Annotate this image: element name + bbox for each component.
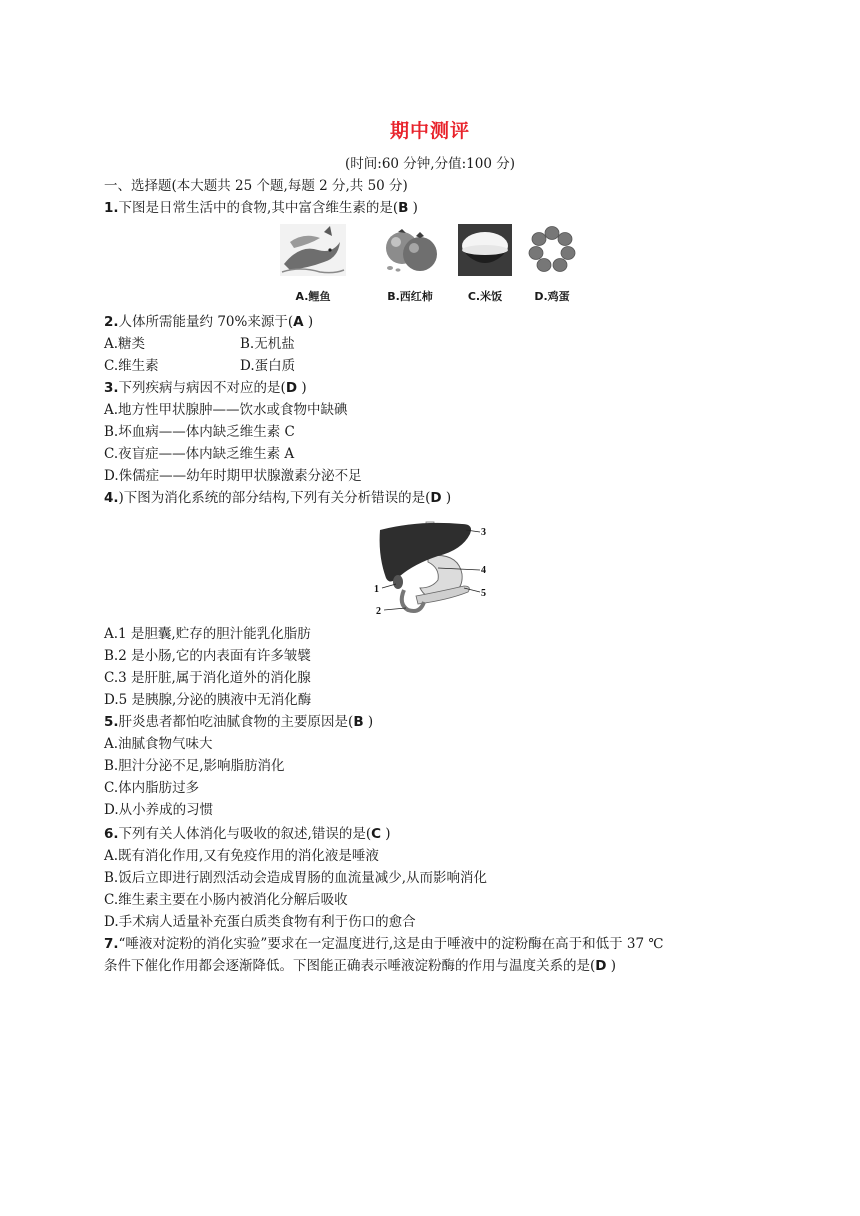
answer-letter: B [353,714,364,730]
question-7 [104,934,664,954]
option-b: B.坏血病——体内缺乏维生素 C [104,424,295,440]
question-7-continued [104,956,616,976]
rice-bowl-icon [458,224,512,276]
question-5 [104,712,373,732]
question-2 [104,312,313,332]
answer-letter: B [398,200,409,216]
option-b: B.无机盐 [240,336,295,352]
question-number: 3. [104,380,119,396]
tomato-icon [380,224,440,276]
section-heading: 一、选择题(本大题共 25 个题,每题 2 分,共 50 分) [104,178,408,194]
option-c: C.维生素 [104,358,159,374]
answer-letter: C [371,826,382,842]
question-close: ) [297,380,307,396]
diagram-label-3: 3 [481,527,486,538]
food-label: A.鲤鱼 [295,290,331,303]
exam-info: (时间:60 分钟,分值:100 分) [345,156,515,172]
food-label: D.鸡蛋 [534,290,570,303]
diagram-label-2: 2 [376,606,381,617]
question-4 [104,488,451,508]
food-option-d [524,224,580,304]
carp-fish-icon [280,224,346,276]
food-figure [280,224,580,308]
option-d: D.手术病人适量补充蛋白质类食物有利于伤口的愈合 [104,914,416,930]
option-a: A.地方性甲状腺肿——饮水或食物中缺碘 [104,402,348,418]
question-number: 5. [104,714,119,730]
answer-letter: A [293,314,304,330]
option-c: C.体内脂肪过多 [104,780,200,796]
question-number: 4. [104,490,119,506]
question-1 [104,198,418,218]
question-text-line2: 条件下催化作用都会逐渐降低。下图能正确表示唾液淀粉酶的作用与温度关系的是( [104,958,596,974]
question-close: ) [303,314,314,330]
option-b: B.2 是小肠,它的内表面有许多皱襞 [104,648,311,664]
option-c: C.夜盲症——体内缺乏维生素 A [104,446,295,462]
option-d: D.侏儒症——幼年时期甲状腺激素分泌不足 [104,468,362,484]
food-option-b [380,224,440,304]
option-b: B.饭后立即进行剧烈活动会造成胃肠的血流量减少,从而影响消化 [104,870,488,886]
diagram-label-1: 1 [374,584,379,595]
diagram-label-4: 4 [481,565,486,576]
question-6 [104,824,391,844]
answer-letter: D [430,490,442,506]
question-number: 6. [104,826,119,842]
eggs-icon [524,224,580,276]
food-label: C.米饭 [467,290,503,303]
answer-letter: D [595,958,607,974]
question-close: ) [363,714,374,730]
question-number: 7. [104,936,119,952]
option-a: A.糖类 [104,336,146,352]
digestive-system-diagram [368,516,492,620]
answer-letter: D [285,380,298,396]
question-number: 2. [104,314,119,330]
option-a: A.1 是胆囊,贮存的胆汁能乳化脂肪 [104,626,311,642]
food-label: B.西红柿 [387,290,433,303]
question-text: 下列有关人体消化与吸收的叙述,错误的是( [118,826,372,842]
question-close: ) [408,200,418,216]
option-d: D.蛋白质 [240,358,296,374]
diagram-label-5: 5 [481,588,486,599]
question-text: 下图是日常生活中的食物,其中富含维生素的是( [118,200,399,216]
option-d: D.5 是胰腺,分泌的胰液中无消化酶 [104,692,312,708]
question-text-line1: “唾液对淀粉的消化实验”要求在一定温度进行,这是由于唾液中的淀粉酶在高于和低于 37 ℃ [118,936,664,952]
option-d: D.从小养成的习惯 [104,802,214,818]
question-close: ) [441,490,452,506]
question-3 [104,378,307,398]
question-number: 1. [104,200,119,216]
option-a: A.油腻食物气味大 [104,736,213,752]
food-option-c [458,224,512,304]
question-text: 肝炎患者都怕吃油腻食物的主要原因是( [118,714,354,730]
option-c: C.维生素主要在小肠内被消化分解后吸收 [104,892,348,908]
question-text: )下图为消化系统的部分结构,下列有关分析错误的是( [118,490,431,506]
question-text: 下列疾病与病因不对应的是( [118,380,286,396]
option-c: C.3 是肝脏,属于消化道外的消化腺 [104,670,311,686]
food-option-a [280,224,346,304]
question-text: 人体所需能量约 70%来源于( [118,314,294,330]
option-a: A.既有消化作用,又有免疫作用的消化液是唾液 [104,848,379,864]
page-title: 期中测评 [389,120,470,142]
question-close: ) [606,958,617,974]
question-close: ) [381,826,391,842]
option-b: B.胆汁分泌不足,影响脂肪消化 [104,758,285,774]
